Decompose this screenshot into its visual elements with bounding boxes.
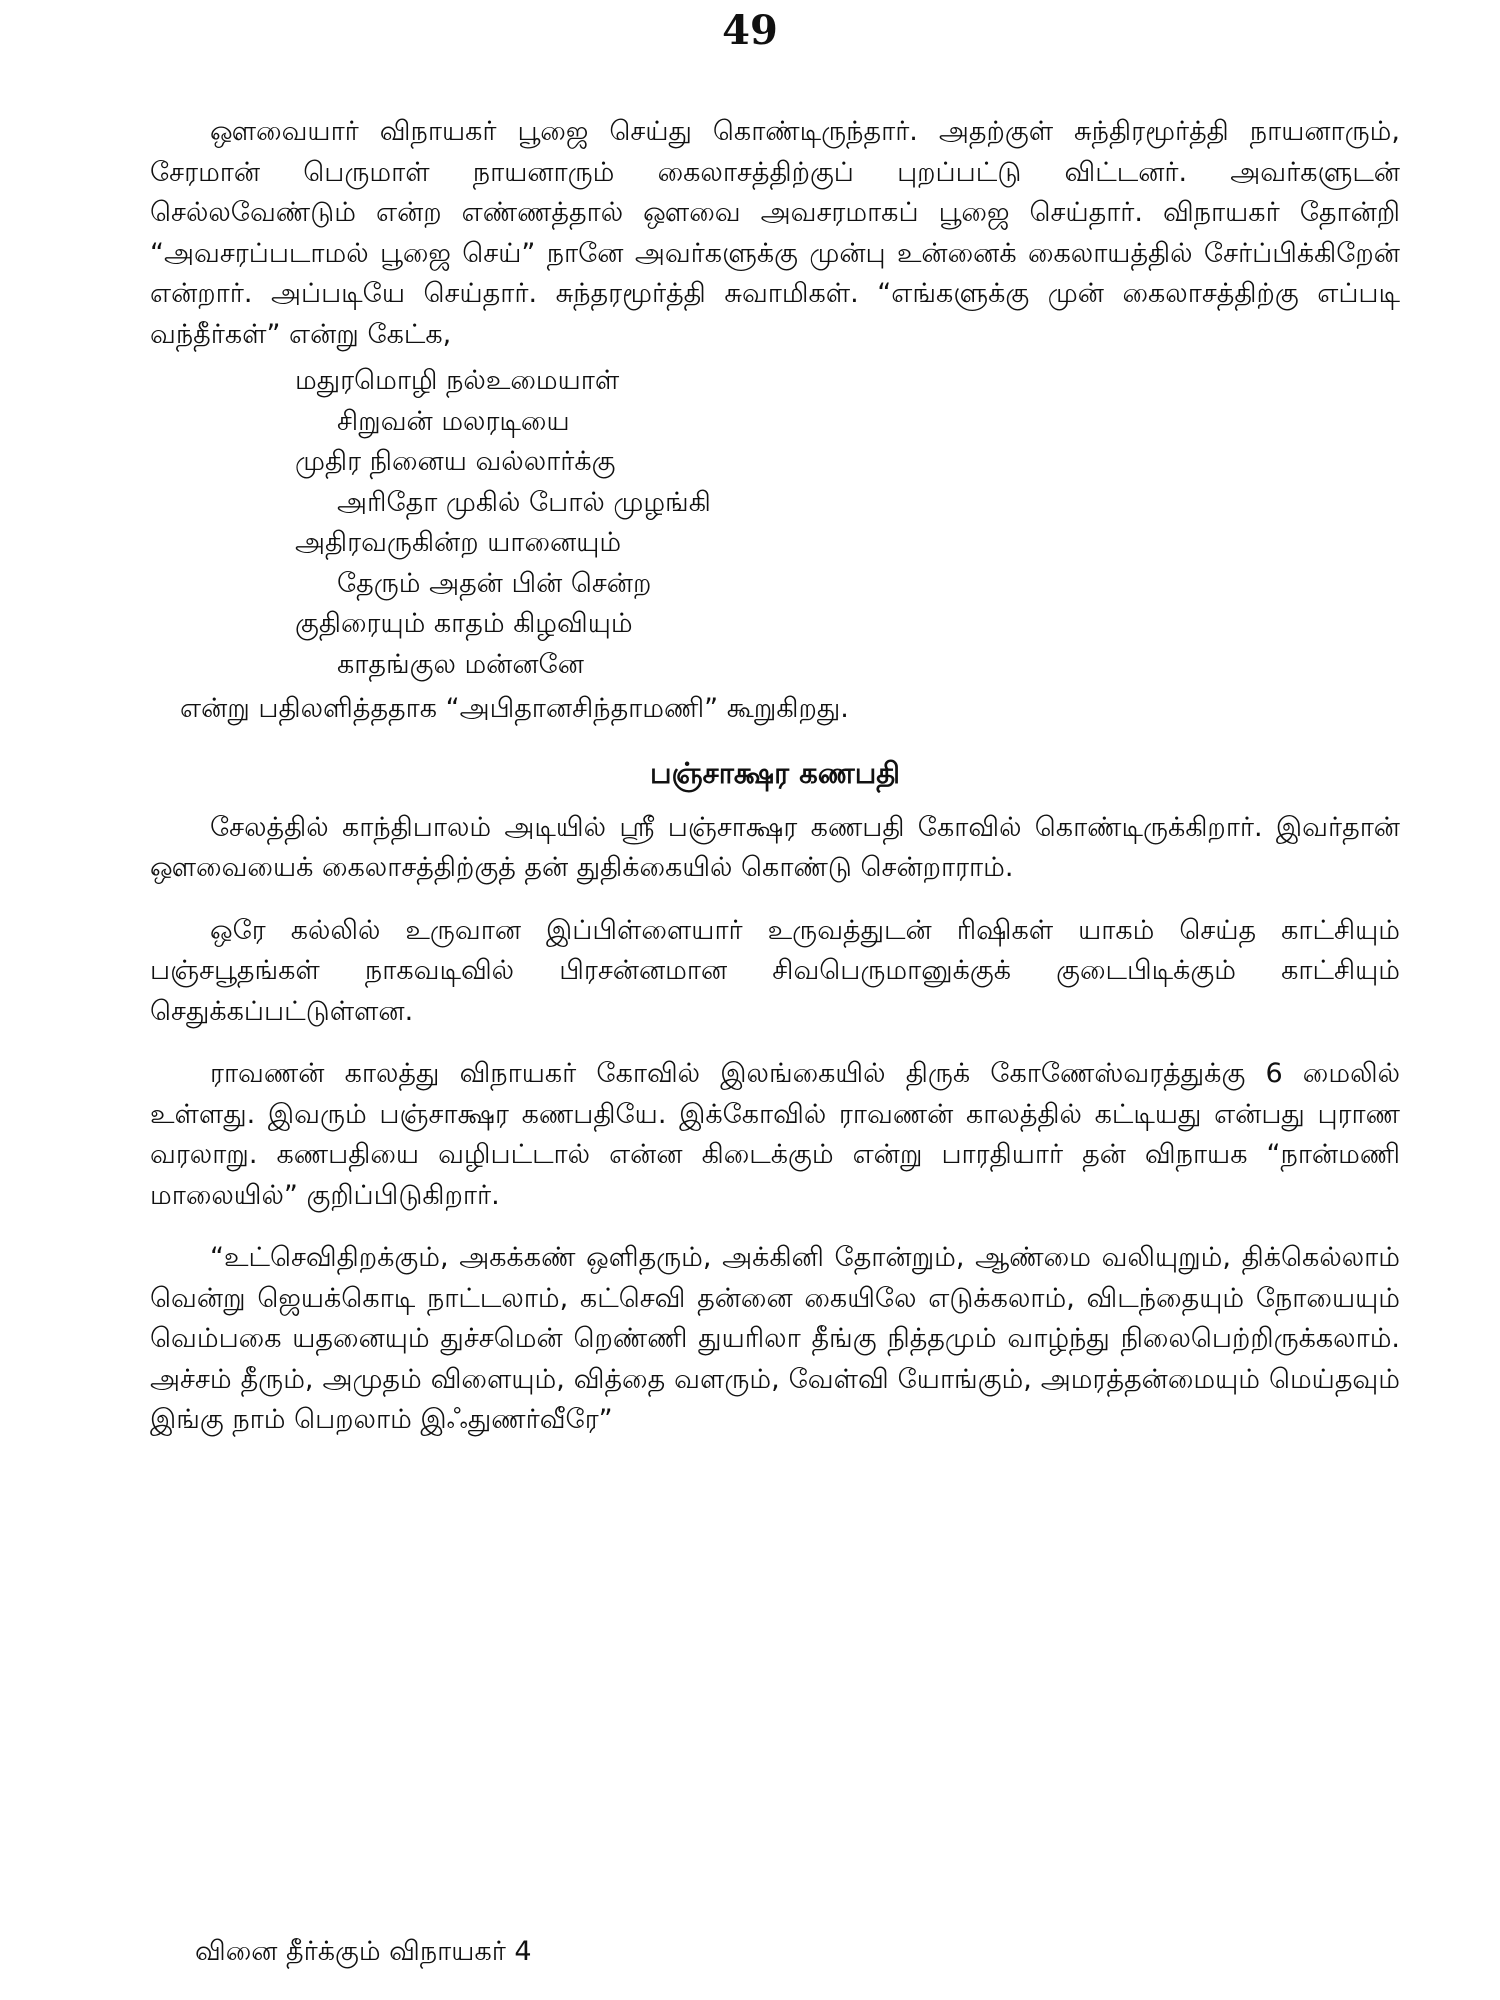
verse-block [295, 361, 1400, 685]
paragraph-stone-idol: ஒரே கல்லில் உருவான இப்பிள்ளையார் உருவத்துடன் ரிஷிகள் யாகம் செய்த காட்சியும் பஞ்சபூதங்கள் நாகவடிவில் பிரசன்னமான சிவபெருமானுக்குக் குடைபிடிக்கும் காட்சியும் செதுக்கப்பட்டுள்ளன. [150, 914, 1400, 1027]
verse-line: காதங்குல மன்னனே [337, 648, 584, 680]
paragraph-ravana-temple: ராவணன் காலத்து விநாயகர் கோவில் இலங்கையில் திருக் கோணேஸ்வரத்துக்கு 6 மைலில் உள்ளது. இவரும் பஞ்சாக்ஷர கணபதியே. இக்கோவில் ராவணன் காலத்தில் கட்டியது என்பது புராண வரலாறு. கணபதியை வழிபட்டால் என்ன கிடைக்கும் என்று பாரதியார் தன் விநாயக “நான்மணி மாலையில்” குறிப்பிடுகிறார். [150, 1058, 1400, 1211]
footer-book-title: வினை தீர்க்கும் விநாயகர் 4 [195, 1936, 532, 1967]
paragraph-avvaiyar-pooja: ஔவையார் விநாயகர் பூஜை செய்து கொண்டிருந்தார். அதற்குள் சுந்திரமூர்த்தி நாயனாரும், சேரமான் பெருமாள் நாயனாரும் கைலாசத்திற்குப் புறப்பட்டு விட்டனர். அவர்களுடன் செல்லவேண்டும் என்ற எண்ணத்தால் ஔவை அவசரமாகப் பூஜை செய்தார். விநாயகர் தோன்றி “அவசரப்படாமல் பூஜை செய்” நானே அவர்களுக்கு முன்பு உன்னைக் கைலாயத்தில் சேர்ப்பிக்கிறேன் என்றார். அப்படியே செய்தார். சுந்தரமூர்த்தி சுவாமிகள். “எங்களுக்கு முன் கைலாசத்திற்கு எப்படி வந்தீர்கள்” என்று கேட்க, [150, 116, 1400, 350]
paragraph-bharathiyar-quote: “உட்செவிதிறக்கும், அகக்கண் ஒளிதரும், அக்கினி தோன்றும், ஆண்மை வலியுறும், திக்கெல்லாம் வென்று ஜெயக்கொடி நாட்டலாம், கட்செவி தன்னை கையிலே எடுக்கலாம், விடந்தையும் நோயையும் வெம்பகை யதனையும் துச்சமென் றெண்ணி துயரிலா தீங்கு நித்தமும் வாழ்ந்து நிலைபெற்றிருக்கலாம். அச்சம் தீரும், அமுதம் விளையும், வித்தை வளரும், வேள்வி யோங்கும், அமரத்தன்மையும் மெய்தவும் இங்கு நாம் பெறலாம் இஃதுணர்வீரே” [150, 1242, 1400, 1435]
page-content [150, 112, 1400, 1441]
verse-line: குதிரையும் காதம் கிழவியும் [295, 608, 633, 639]
verse-line: சிறுவன் மலரடியை [337, 405, 570, 437]
verse-line: மதுரமொழி நல்உமையாள் [295, 365, 620, 396]
verse-closing-line: என்று பதிலளித்ததாக “அபிதானசிந்தாமணி” கூறுகிறது. [180, 693, 849, 724]
verse-line: தேரும் அதன் பின் சென்ற [337, 567, 652, 599]
verse-line: அதிரவருகின்ற யானையும் [295, 527, 622, 558]
verse-line: முதிர நினைய வல்லார்க்கு [295, 446, 616, 477]
section-heading: பஞ்சாக்ஷர கணபதி [649, 755, 901, 790]
verse-line: அரிதோ முகில் போல் முழங்கி [337, 486, 711, 518]
paragraph-salem-temple: சேலத்தில் காந்திபாலம் அடியில் ஸ்ரீ பஞ்சாக்ஷர கணபதி கோவில் கொண்டிருக்கிறார். இவர்தான் ஔவையைக் கைலாசத்திற்குத் தன் துதிக்கையில் கொண்டு சென்றாராம். [150, 811, 1400, 883]
page-number: 49 [722, 7, 778, 54]
